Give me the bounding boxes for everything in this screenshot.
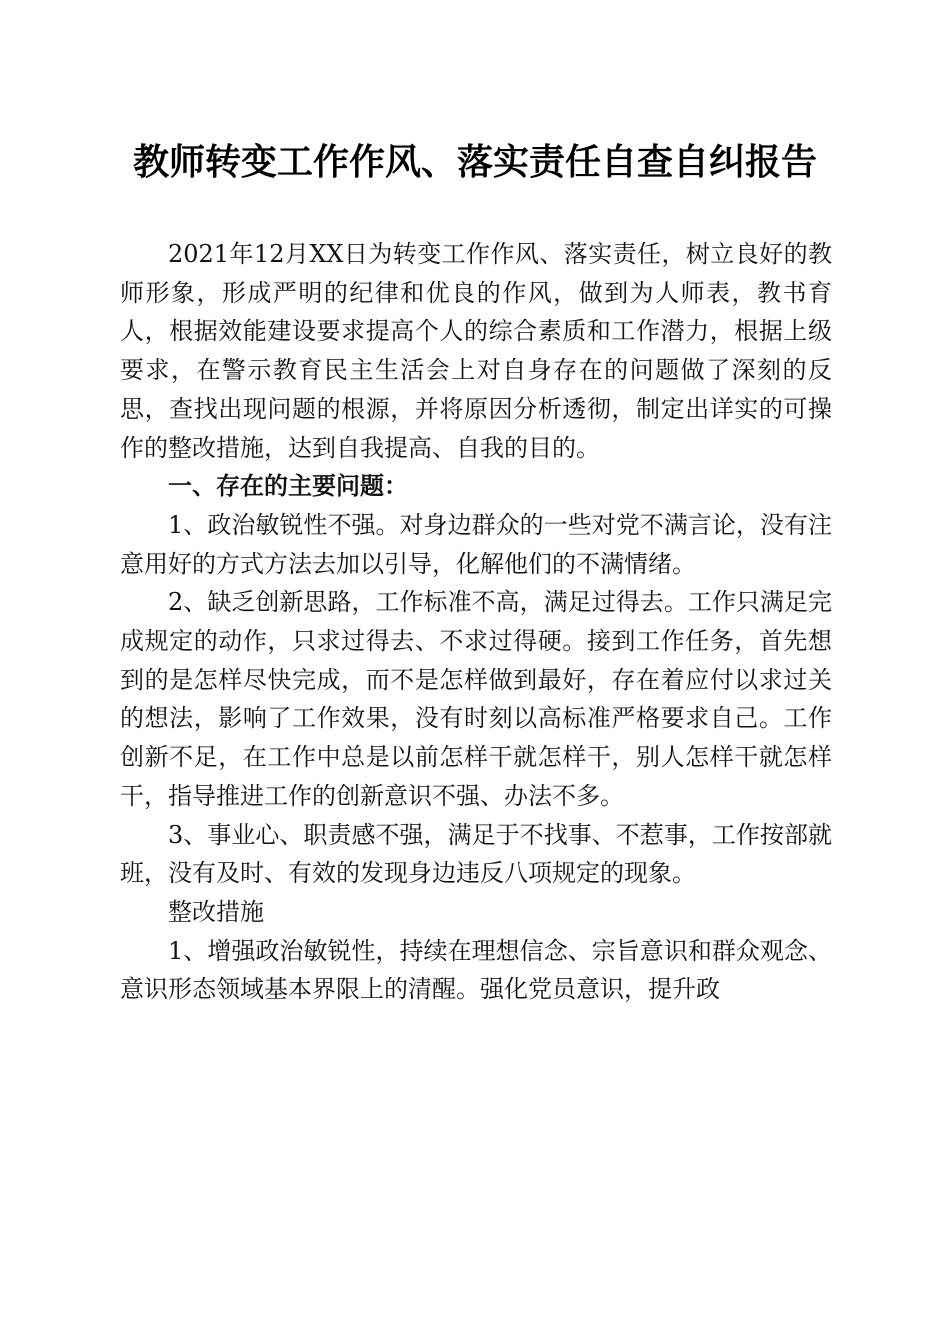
measures-heading: 整改措施 [168, 897, 264, 926]
intro-paragraph: 2021年12月XX日为转变工作作风、落实责任，树立良好的教师形象，形成严明的纪律和优良的作风，做到为人师表，教书育人，根据效能建设要求提高个人的综合素质和工作潜力，根据上级要求，在警示教育民主生活会上对自身存在的问题做了深刻的反思，查找出现问题的根源，并将原因分析透彻，制定出详实的可操作的整改措施，达到自我提高、自我的目的。 [120, 240, 832, 462]
problem-item-2: 2、缺乏创新思路，工作标准不高，满足过得去。工作只满足完成规定的动作，只求过得去、不求过得硬。接到工作任务，首先想到的是怎样尽快完成，而不是怎样做到最好，存在着应付以求过关的想法，影响了工作效果，没有时刻以高标准严格要求自己。工作创新不足，在工作中总是以前怎样干就怎样干，别人怎样干就怎样干，指导推进工作的创新意识不强、办法不多。 [120, 588, 832, 810]
problem-item-1: 1、政治敏锐性不强。对身边群众的一些对党不满言论，没有注意用好的方式方法去加以引导，化解他们的不满情绪。 [120, 510, 832, 578]
problem-item-3: 3、事业心、职责感不强，满足于不找事、不惹事，工作按部就班，没有及时、有效的发现身边违反八项规定的现象。 [120, 820, 832, 888]
measure-item-1: 1、增强政治敏锐性，持续在理想信念、宗旨意识和群众观念、意识形态领域基本界限上的清醒。强化党员意识，提升政 [120, 936, 832, 1004]
document-body [120, 235, 832, 1009]
problems-heading: 一、存在的主要问题： [168, 472, 408, 501]
document-title: 教师转变工作作风、落实责任自查自纠报告 [132, 141, 817, 183]
